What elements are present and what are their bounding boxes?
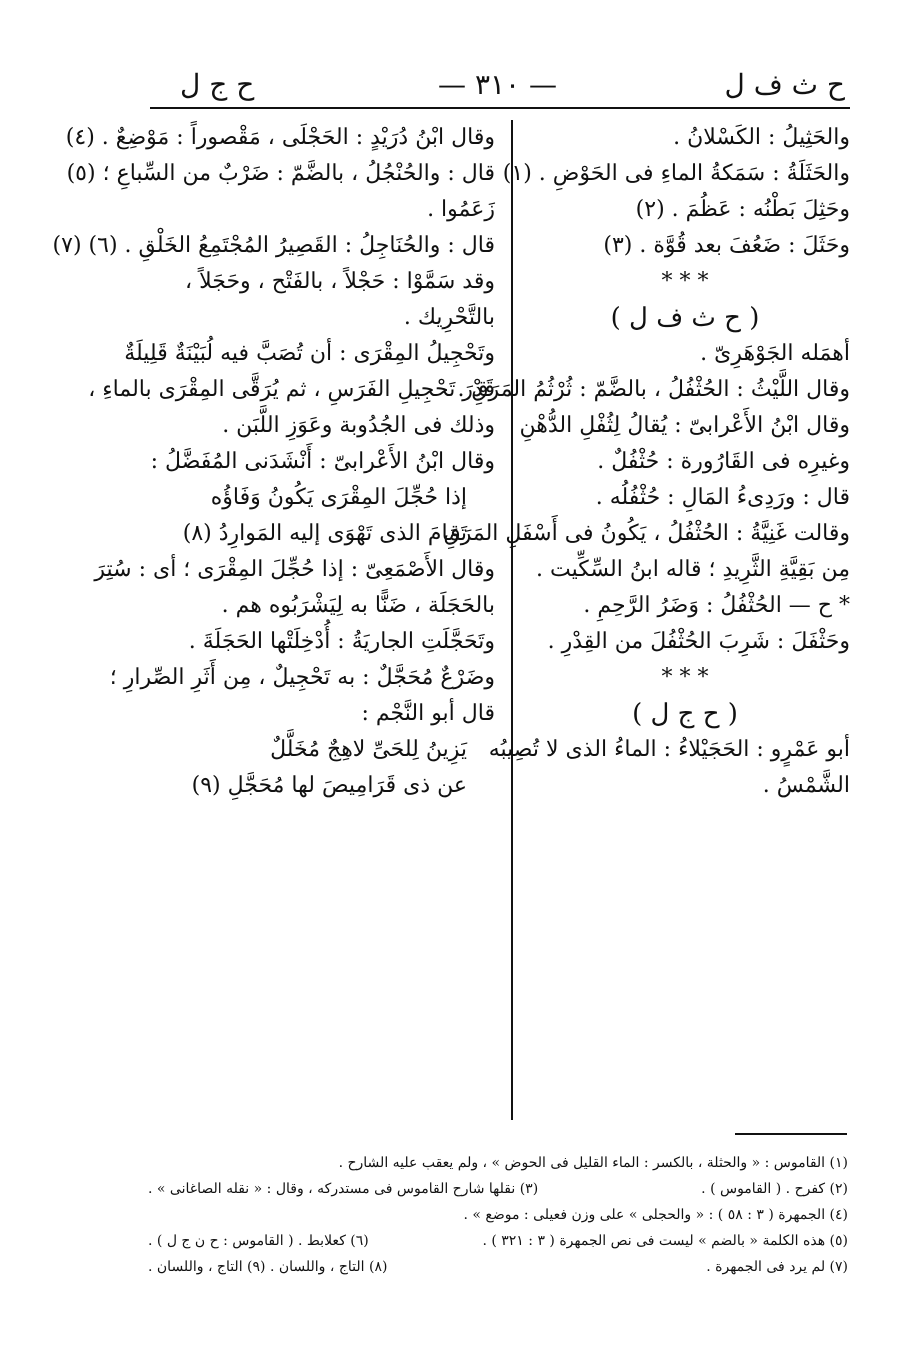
verse-line: إذا حُجِّلَ المِقْرَى يَكُونُ وَفَاؤُه [210, 485, 467, 510]
entry-line: وقال ابْنُ الأَعْرابىّ : يُقالُ لِثُفْلِ الدُّهْنِ [519, 413, 850, 438]
footnote-row [148, 1254, 848, 1280]
entry-line: بالحَجَلَة ، ضَنًّا به لِيَشْرَبُوه هم . [221, 593, 495, 618]
entry-line: وذلك فى الجُدُوبة وعَوَزِ اللَّبَن . [222, 413, 495, 438]
footnote: (٥) هذه الكلمة « بالضم » ليست فى نص الجمهرة ( ٣ : ٣٢١ ) . [482, 1233, 848, 1249]
entry-line: والحَثِيلُ : الكَسْلانُ . [673, 125, 850, 150]
header-root-right: ح ث ف ل [724, 68, 845, 101]
footnote-rule [735, 1133, 847, 1135]
running-header [150, 62, 845, 106]
entry-line: وقال ابْنُ دُرَيْدٍ : الحَجْلَى ، مَقْصوراً : مَوْضِعٌ . (٤) [65, 125, 495, 150]
entry-line: وقال الأَصْمَعِىّ : إذا حُجِّلَ المِقْرَى ؛ أى : سُتِرَ [94, 557, 495, 582]
entry-line: وغيرِه فى القَارُورة : حُثْفُلٌ . [597, 449, 850, 474]
footnote: (٢) كفرح . ( القاموس ) . [701, 1181, 848, 1197]
root-heading: ( ح ج ل ) [632, 699, 738, 729]
entry-line: وتَحْجِيلُ المِقْرَى : أن تُصَبَّ فيه لُبَيْنَةٌ قَلِيلَةٌ [124, 341, 495, 366]
footnote-row [148, 1150, 848, 1176]
footnote-row [148, 1176, 848, 1202]
section-separator: * * * [661, 665, 709, 690]
entry-line: مِن بَقِيَّةِ الثَّرِيدِ ؛ قاله ابنُ السِّكِّيت . [536, 557, 850, 582]
entry-line: وضَرْعٌ مُحَجَّلٌ : به تَحْجِيلٌ ، مِن أَثَرِ الصِّرارِ ؛ [109, 665, 495, 690]
entry-line: قال : ورَدِىءُ المَالِ : حُثْفُلُه . [595, 485, 850, 510]
entry-line: قَدْرَ تَحْجِيلِ الفَرَسِ ، ثم يُرَقَّى المِقْرَى بالماءِ ، [88, 377, 495, 402]
entry-line: وقال ابْنُ الأَعْرابىّ : أَنْشَدَنى المُفَضَّلُ : [150, 449, 495, 474]
entry-line: وتَحَجَّلَتِ الجاريَةُ : أُدْخِلَتْها الحَجَلَةَ . [188, 629, 495, 654]
left-column [52, 120, 495, 804]
entry-line: أبو عَمْرٍو : الحَجَيْلاءُ : الماءُ الذى لا تُصِيبُه [488, 737, 850, 762]
verse-line: عن ذى قَرَامِيصَ لها مُحَجَّلِ (٩) [191, 773, 467, 798]
footnote: (٤) الجمهرة ( ٣ : ٥٨ ) : « والحجلى » على وزن فعيلى : موضع » . [463, 1207, 848, 1223]
entry-line: وقال اللَّيْثُ : الحُثْفُلُ ، بالضَّمّ : ثُرْثُمُ المَرَقِ . [457, 377, 850, 402]
entry-line: قال أبو النَّجْم : [361, 701, 495, 726]
entry-line: والحَثَلَةُ : سَمَكةُ الماءِ فى الحَوْضِ . (١) [502, 161, 850, 186]
footnote: (٣) نقلها شارح القاموس فى مستدركه ، وقال : « نقله الصاغانى » . [148, 1181, 539, 1197]
entry-line: قال : والحُنَاجِلُ : القَصِيرُ المُجْتَمِعُ الخَلْقِ . (٦) (٧) [52, 233, 495, 258]
footnote-row [148, 1228, 848, 1254]
entry-line: * ح — الحُثْفُلُ : وَضَرُ الرَّحِمِ . [583, 593, 850, 618]
entry-line: وقد سَمَّوْا : حَجْلاً ، بالفَتْح ، وحَجَلاً ، [185, 269, 495, 294]
root-heading: ( ح ث ف ل ) [610, 303, 760, 333]
footnote: (١) القاموس : « والحثلة ، بالكسر : الماء القليل فى الحوض » ، ولم يعقب عليه الشارح . [338, 1155, 848, 1171]
footnote: (٨) التاج ، واللسان . (٩) التاج ، واللسان . [148, 1259, 388, 1275]
footnote: (٧) لم يرد فى الجمهرة . [706, 1259, 848, 1275]
header-rule [150, 107, 850, 109]
footnote-row [148, 1202, 848, 1228]
entry-line: وحَثِلَ بَطْنُه : عَظُمَ . (٢) [635, 197, 850, 222]
page-number: — ٣١٠ — [438, 68, 557, 101]
entry-line: قال : والحُنْجُلُ ، بالضَّمّ : ضَرْبٌ من السِّباعِ ؛ (٥) [66, 161, 495, 186]
entry-line: زَعَمُوا . [427, 197, 495, 222]
header-root-left: ح ج ل [180, 68, 255, 101]
section-separator: * * * [661, 269, 709, 294]
footnote: (٦) كعلابط . ( القاموس : ح ن ج ل ) . [148, 1233, 369, 1249]
verse-line: تَمَامَ الذى تَهْوَى إليه المَوارِدُ (٨) [182, 521, 467, 546]
verse-line: يَزِينُ لِلحَىِّ لاهِجٌ مُخَلَّلٌ [270, 737, 467, 762]
footnotes [148, 1150, 848, 1280]
entry-line: وقالت غَنِيَّةُ : الحُثْفُلُ ، يَكُونُ فى أَسْفَلِ المَرَقِ [443, 521, 850, 546]
entry-line: بالتَّحْرِيك . [403, 305, 495, 330]
entry-line: وحَثْفَلَ : شَرِبَ الحُثْفُلَ من القِدْرِ . [547, 629, 850, 654]
column-divider [511, 120, 513, 1120]
entry-line: الشَّمْسُ . [762, 773, 850, 798]
entry-line: أهمَله الجَوْهَرِىّ . [700, 341, 850, 366]
entry-line: وحَثَلَ : ضَعُفَ بعد قُوَّة . (٣) [603, 233, 850, 258]
